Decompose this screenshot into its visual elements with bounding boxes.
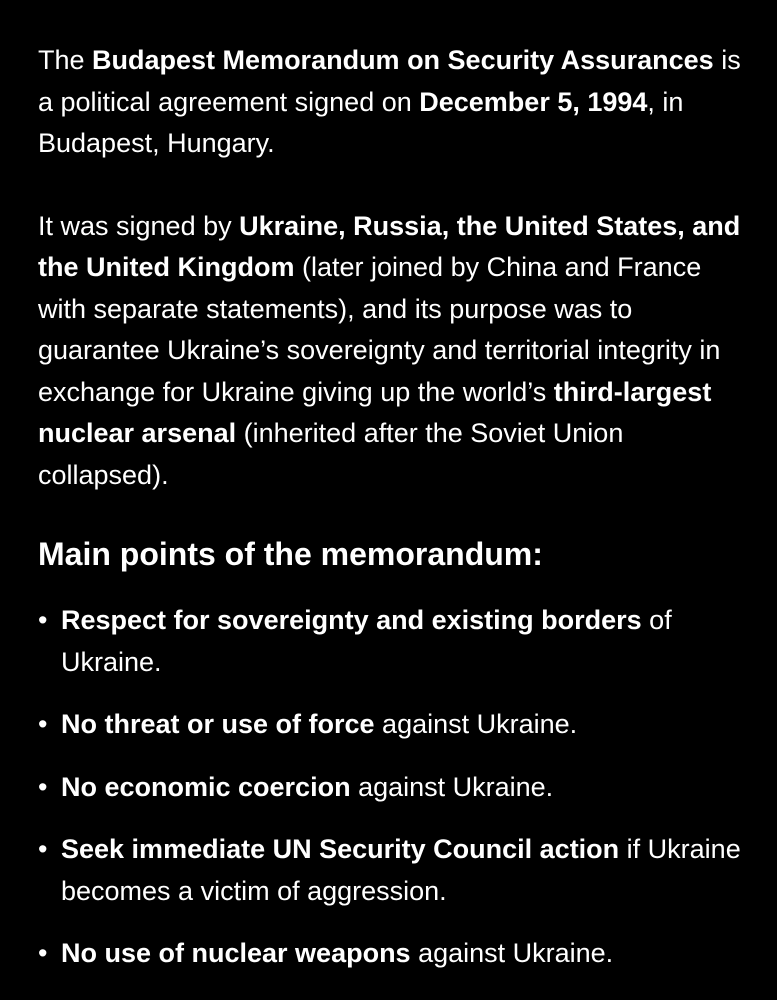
intro-paragraph bbox=[38, 40, 743, 165]
text-run: (inherited after the Soviet Union collapsed). bbox=[38, 418, 624, 490]
signatories-paragraph bbox=[38, 206, 743, 497]
bold-text-run: Respect for sovereignty and existing borders bbox=[61, 605, 642, 635]
list-item bbox=[38, 704, 743, 746]
text-run: The bbox=[38, 45, 93, 75]
bullet-icon: • bbox=[38, 709, 48, 739]
bullet-icon: • bbox=[38, 605, 48, 635]
bold-text-run: Ukraine, Russia, the United States, and the United Kingdom bbox=[38, 210, 741, 282]
bullet-icon: • bbox=[38, 771, 48, 802]
text-run: against Ukraine. bbox=[374, 709, 578, 739]
text-run: It was signed by bbox=[38, 210, 240, 241]
bold-text-run: December 5, 1994 bbox=[419, 86, 648, 117]
text-run: , in Budapest, Hungary. bbox=[38, 86, 684, 158]
bullet-icon: • bbox=[38, 834, 48, 864]
text-run: if Ukraine becomes a victim of aggression. bbox=[61, 834, 741, 906]
list-item bbox=[38, 829, 743, 912]
bold-text-run: No economic coercion bbox=[61, 771, 351, 802]
bold-text-run: No use of nuclear weapons bbox=[61, 938, 411, 968]
bullet-icon: • bbox=[38, 938, 48, 968]
bold-text-run: third-largest nuclear arsenal bbox=[38, 376, 712, 448]
bold-text-run: Budapest Memorandum on Security Assurances bbox=[92, 45, 714, 75]
text-run: against Ukraine. bbox=[350, 771, 554, 802]
text-run: against Ukraine. bbox=[410, 938, 614, 968]
section-heading: Main points of the memorandum: bbox=[38, 536, 543, 572]
list-item bbox=[38, 600, 743, 683]
text-run: is a political agreement signed on bbox=[38, 45, 741, 117]
list-item bbox=[38, 767, 743, 809]
list-item bbox=[38, 933, 743, 975]
main-points-list bbox=[38, 600, 743, 975]
bold-text-run: Seek immediate UN Security Council action bbox=[61, 834, 620, 864]
text-run: (later joined by China and France with separate statements), and its purpose was to guarantee Ukraine’s sovereignty and territorial integrity in exchange for Ukraine giving up the world’s bbox=[38, 252, 721, 407]
text-run: of Ukraine. bbox=[61, 605, 672, 677]
bold-text-run: No threat or use of force bbox=[61, 709, 375, 739]
